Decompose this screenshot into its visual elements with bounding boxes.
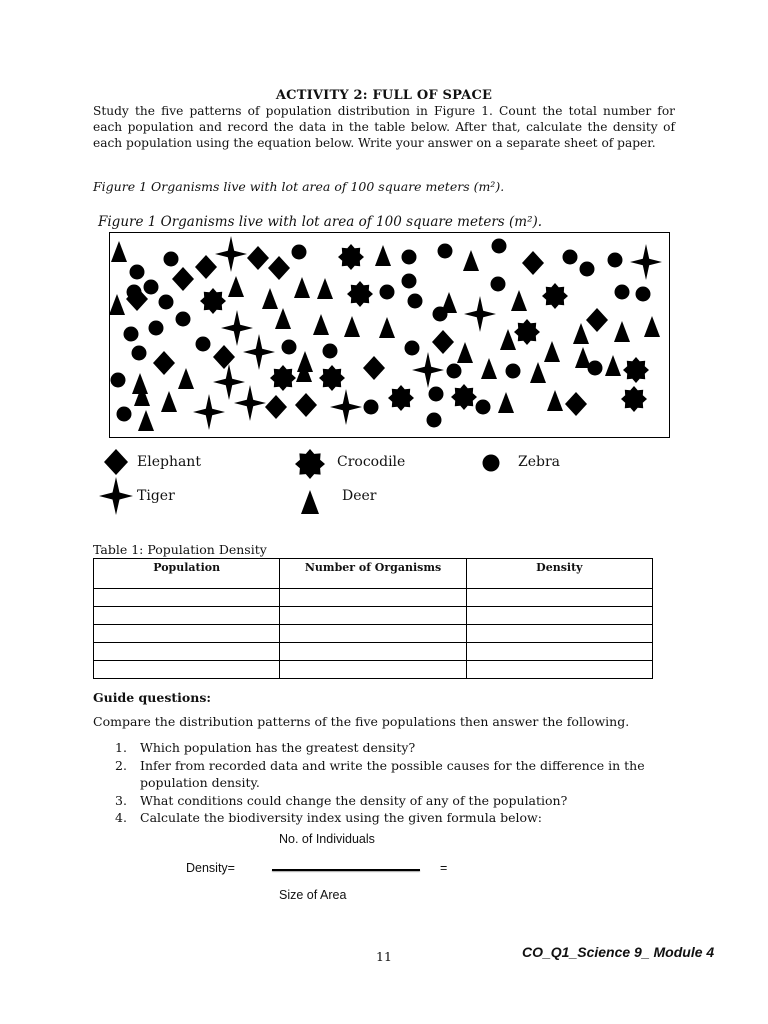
deer-icon xyxy=(109,294,125,315)
deer-icon xyxy=(379,317,395,338)
zebra-icon xyxy=(292,245,307,260)
tiger-icon xyxy=(99,477,133,515)
deer-icon xyxy=(605,355,621,376)
elephant-icon xyxy=(565,392,587,416)
table-cell xyxy=(466,625,652,643)
crocodile-icon xyxy=(388,385,414,411)
deer-icon xyxy=(275,308,291,329)
guide-questions-intro: Compare the distribution patterns of the five populations then answer the following. xyxy=(93,714,630,729)
formula-fraction-bar xyxy=(272,869,420,871)
deer-icon xyxy=(313,314,329,335)
header-population: Population xyxy=(94,559,280,589)
zebra-icon xyxy=(380,285,395,300)
legend-elephant: Elephant xyxy=(137,454,201,470)
deer-icon xyxy=(573,323,589,344)
deer-icon xyxy=(530,362,546,383)
tiger-icon xyxy=(213,364,245,400)
population-density-table xyxy=(93,558,653,679)
deer-icon xyxy=(481,358,497,379)
table-row xyxy=(94,607,653,625)
zebra-icon xyxy=(580,262,595,277)
crocodile-icon xyxy=(514,319,540,345)
figure-caption: Figure 1 Organisms live with lot area of 100 square meters (m²). xyxy=(93,179,505,194)
question-text: Infer from recorded data and write the possible causes for the difference in the population density. xyxy=(140,757,645,790)
legend-zebra: Zebra xyxy=(518,454,561,470)
table-cell xyxy=(466,643,652,661)
tiger-icon xyxy=(193,394,225,430)
zebra-icon xyxy=(196,337,211,352)
zebra-icon xyxy=(433,307,448,322)
deer-icon xyxy=(294,277,310,298)
crocodile-icon xyxy=(542,283,568,309)
table-cell xyxy=(280,625,466,643)
crocodile-icon xyxy=(621,386,647,412)
deer-icon xyxy=(111,241,127,262)
elephant-icon xyxy=(268,256,290,280)
table-cell xyxy=(94,589,280,607)
formula-numerator: No. of Individuals xyxy=(279,832,375,846)
question-text: Which population has the greatest density? xyxy=(140,740,416,755)
elephant-icon xyxy=(213,345,235,369)
deer-icon xyxy=(178,368,194,389)
zebra-icon xyxy=(124,327,139,342)
deer-icon xyxy=(644,316,660,337)
deer-icon xyxy=(375,245,391,266)
deer-icon xyxy=(463,250,479,271)
zebra-icon xyxy=(615,285,630,300)
zebra-icon xyxy=(408,294,423,309)
zebra-icon xyxy=(492,239,507,254)
zebra-icon xyxy=(476,400,491,415)
elephant-icon xyxy=(586,308,608,332)
elephant-icon xyxy=(432,330,454,354)
formula-lhs: Density= xyxy=(186,861,235,875)
zebra-icon xyxy=(636,287,651,302)
legend-symbols xyxy=(95,444,325,520)
zebra-icon xyxy=(427,413,442,428)
deer-icon xyxy=(614,321,630,342)
activity-title: ACTIVITY 2: FULL OF SPACE xyxy=(275,88,493,103)
organism-field-figure xyxy=(109,232,670,438)
tiger-icon xyxy=(215,236,247,272)
table-cell xyxy=(94,643,280,661)
deer-icon xyxy=(228,276,244,297)
crocodile-icon xyxy=(451,384,477,410)
elephant-icon xyxy=(265,395,287,419)
zebra-icon xyxy=(480,452,502,474)
deer-icon xyxy=(262,288,278,309)
list-item xyxy=(115,809,685,827)
tiger-icon xyxy=(221,310,253,346)
activity-instructions: Study the five patterns of population distribution in Figure 1. Count the total number for each population and record the data in the table below. After that, calculate the density of each population using the equation below. Write your answer on a separate sheet of paper. xyxy=(93,104,675,150)
zebra-icon xyxy=(491,277,506,292)
table-caption: Table 1: Population Density xyxy=(93,542,267,557)
header-number-of-organisms: Number of Organisms xyxy=(280,559,466,589)
table-row xyxy=(94,661,653,679)
zebra-icon xyxy=(132,346,147,361)
question-text: What conditions could change the density of any of the population? xyxy=(140,792,568,808)
zebra-icon xyxy=(364,400,379,415)
zebra-icon xyxy=(563,250,578,265)
zebra-icon xyxy=(447,364,462,379)
elephant-icon xyxy=(295,393,317,417)
elephant-icon xyxy=(172,267,194,291)
zebra-icon xyxy=(144,280,159,295)
table-header-row xyxy=(94,559,653,589)
deer-icon xyxy=(498,392,514,413)
crocodile-icon xyxy=(338,244,364,270)
table-cell xyxy=(280,643,466,661)
guide-questions-list xyxy=(115,739,685,827)
zebra-icon xyxy=(405,341,420,356)
legend-crocodile: Crocodile xyxy=(337,454,406,470)
list-item xyxy=(115,792,685,810)
deer-icon xyxy=(500,329,516,350)
tiger-icon xyxy=(330,389,362,425)
zebra-icon xyxy=(117,407,132,422)
figure-image-caption: Figure 1 Organisms live with lot area of 100 square meters (m²). xyxy=(98,214,543,230)
legend-symbols-2 xyxy=(298,450,328,520)
question-text: Calculate the biodiversity index using the given formula below: xyxy=(140,810,542,825)
zebra-icon xyxy=(588,361,603,376)
formula-denominator: Size of Area xyxy=(279,888,347,902)
deer-icon xyxy=(317,278,333,299)
table-cell xyxy=(94,607,280,625)
zebra-icon xyxy=(429,387,444,402)
zebra-icon xyxy=(149,321,164,336)
table-cell xyxy=(280,661,466,679)
deer-icon xyxy=(161,391,177,412)
list-item xyxy=(115,739,685,757)
deer-icon xyxy=(511,290,527,311)
table-cell xyxy=(466,589,652,607)
deer-icon xyxy=(457,342,473,363)
zebra-icon xyxy=(282,340,297,355)
guide-questions-title: Guide questions: xyxy=(93,690,211,705)
deer-icon xyxy=(138,410,154,431)
question-number: 1. xyxy=(115,740,127,755)
table-cell xyxy=(280,589,466,607)
module-code: CO_Q1_Science 9_ Module 4 xyxy=(522,944,715,960)
legend-tiger: Tiger xyxy=(137,488,175,504)
tiger-icon xyxy=(464,296,496,332)
zebra-icon xyxy=(323,344,338,359)
zebra-icon xyxy=(402,250,417,265)
zebra-icon xyxy=(506,364,521,379)
elephant-icon xyxy=(363,356,385,380)
zebra-icon xyxy=(130,265,145,280)
table-cell xyxy=(466,661,652,679)
deer-icon xyxy=(301,490,319,514)
question-number: 3. xyxy=(115,792,127,808)
list-item xyxy=(115,757,685,792)
tiger-icon xyxy=(412,352,444,388)
crocodile-icon xyxy=(200,288,226,314)
table-cell xyxy=(466,607,652,625)
header-density: Density xyxy=(466,559,652,589)
question-number: 2. xyxy=(115,757,127,773)
tiger-icon xyxy=(234,385,266,421)
elephant-icon xyxy=(153,351,175,375)
zebra-icon xyxy=(438,244,453,259)
page-number: 11 xyxy=(376,949,392,964)
table-cell xyxy=(94,661,280,679)
crocodile-icon xyxy=(319,365,345,391)
question-number: 4. xyxy=(115,810,127,825)
zebra-icon xyxy=(402,274,417,289)
table-row xyxy=(94,625,653,643)
tiger-icon xyxy=(243,334,275,370)
elephant-icon xyxy=(104,449,128,475)
zebra-icon xyxy=(159,295,174,310)
zebra-icon xyxy=(176,312,191,327)
table-row xyxy=(94,589,653,607)
elephant-icon xyxy=(247,246,269,270)
formula-equals: = xyxy=(440,861,448,875)
elephant-icon xyxy=(522,251,544,275)
zebra-icon xyxy=(164,252,179,267)
elephant-icon xyxy=(195,255,217,279)
deer-icon xyxy=(547,390,563,411)
zebra-icon xyxy=(111,373,126,388)
zebra-icon xyxy=(608,253,623,268)
legend-deer: Deer xyxy=(342,488,377,504)
crocodile-icon xyxy=(270,365,296,391)
deer-icon xyxy=(344,316,360,337)
tiger-icon xyxy=(630,244,662,280)
table-row xyxy=(94,643,653,661)
crocodile-icon xyxy=(623,357,649,383)
table-cell xyxy=(280,607,466,625)
crocodile-icon xyxy=(347,281,373,307)
table-cell xyxy=(94,625,280,643)
deer-icon xyxy=(544,341,560,362)
